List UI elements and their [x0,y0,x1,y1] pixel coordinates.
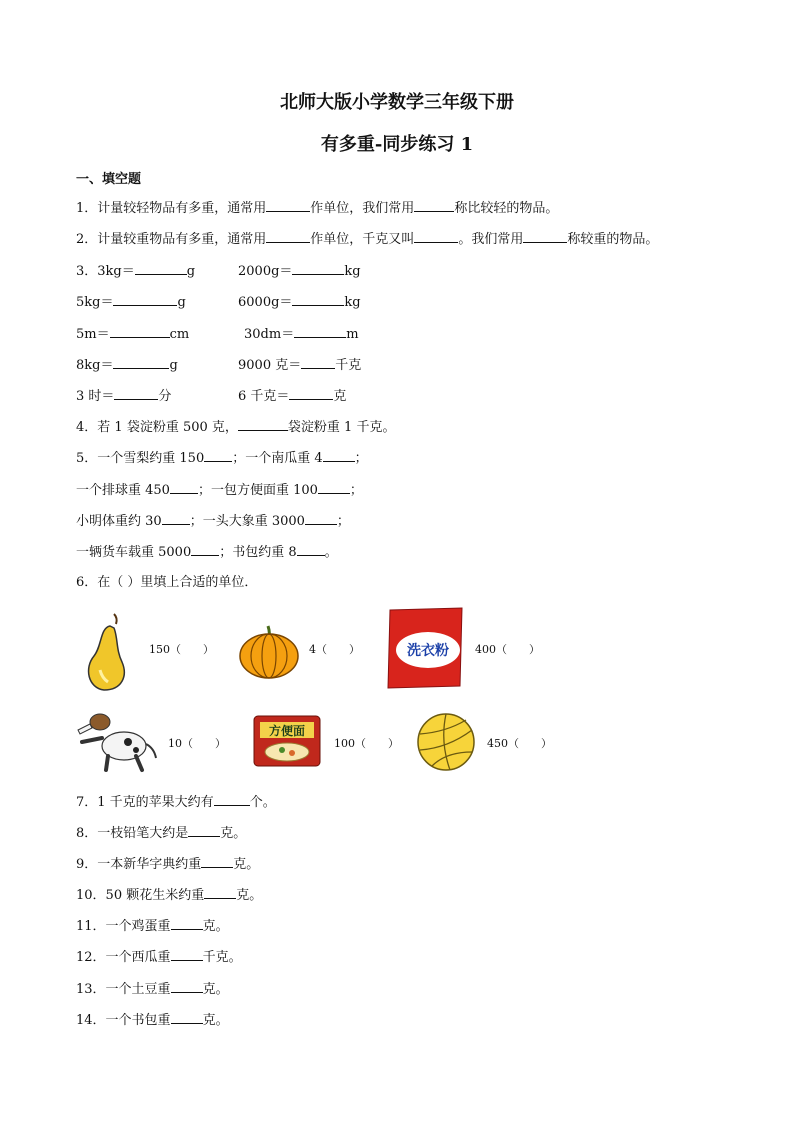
question-1: 1．计量较轻物品有多重，通常用 作单位，我们常用 称比较轻的物品。 [76,201,559,216]
blank[interactable] [171,980,203,993]
blank[interactable] [414,230,458,243]
section-heading: 一、填空题 [76,172,142,187]
blank[interactable] [204,449,232,462]
question-3-row-1-right: 2000g＝ kg [238,264,361,279]
question-5-line-2: 一个排球重 450 ；一包方便面重 100 ； [76,483,363,498]
blank[interactable] [305,512,337,525]
blank[interactable] [292,262,344,275]
blank[interactable] [162,512,190,525]
question-3-row-4-right: 9000 克＝ 千克 [238,358,362,373]
question-11: 11．一个鸡蛋重 克。 [76,919,229,934]
blank[interactable] [114,387,158,400]
blank[interactable] [113,293,177,306]
blank[interactable] [214,793,250,806]
answer-slot-pumpkin[interactable]: 4（ ） [309,643,360,656]
blank[interactable] [292,293,344,306]
blank[interactable] [294,325,346,338]
question-5-line-1: 5．一个雪梨约重 150 ；一个南瓜重 4 ； [76,451,368,466]
question-3-row-3: 5m＝ cm [76,327,190,342]
answer-slot-noodles[interactable]: 100（ ） [334,737,399,750]
question-14: 14．一个书包重 克。 [76,1013,229,1028]
blank[interactable] [414,199,454,212]
question-5-line-4: 一辆货车载重 5000 ；书包约重 8 。 [76,545,338,560]
blank[interactable] [238,418,288,431]
question-4: 4．若 1 袋淀粉重 500 克， 袋淀粉重 1 千克。 [76,420,396,435]
question-3-row-2-right: 6000g＝ kg [238,295,361,310]
blank[interactable] [266,230,310,243]
pumpkin-icon [238,622,300,680]
question-3-row-2: 5kg＝ g [76,295,186,310]
blank[interactable] [266,199,310,212]
question-6: 6．在（ ）里填上合适的单位． [76,575,258,590]
question-3-row-1: 3．3kg＝ g [76,264,196,279]
blank[interactable] [323,449,355,462]
blank[interactable] [204,886,236,899]
blank[interactable] [110,325,170,338]
svg-text:洗衣粉: 洗衣粉 [407,643,449,659]
page-title: 北师大版小学数学三年级下册 [280,92,514,113]
question-5-line-3: 小明体重约 30 ；一头大象重 3000 ； [76,514,350,529]
blank[interactable] [289,387,333,400]
blank[interactable] [171,948,203,961]
question-9: 9．一本新华字典约重 克。 [76,857,260,872]
pear-icon [80,612,130,692]
question-7: 7．1 千克的苹果大约有 个。 [76,795,276,810]
question-2: 2．计量较重物品有多重，通常用 作单位，千克又叫 。我们常用 称较重的物品。 [76,232,659,247]
blank[interactable] [191,543,219,556]
question-10: 10．50 颗花生米约重 克。 [76,888,263,903]
dog-icon [72,708,158,774]
blank[interactable] [297,543,325,556]
blank[interactable] [170,481,198,494]
question-3-row-4: 8kg＝ g [76,358,178,373]
answer-slot-volleyball[interactable]: 450（ ） [487,737,552,750]
blank[interactable] [171,917,203,930]
instant-noodles-icon [252,712,322,768]
answer-slot-detergent[interactable]: 400（ ） [475,643,540,656]
question-12: 12．一个西瓜重 千克。 [76,950,242,965]
blank[interactable] [171,1011,203,1024]
page-subtitle: 有多重-同步练习 1 [320,134,474,155]
blank[interactable] [301,356,335,369]
detergent-bag-icon [386,606,466,690]
blank[interactable] [523,230,567,243]
blank[interactable] [318,481,350,494]
blank[interactable] [113,356,169,369]
svg-text:方便面: 方便面 [268,724,306,738]
question-3-row-5-right: 6 千克＝ 克 [238,389,347,404]
blank[interactable] [201,855,233,868]
blank[interactable] [188,824,220,837]
question-8: 8．一枝铅笔大约是 克。 [76,826,247,841]
volleyball-icon [416,712,476,772]
question-13: 13．一个土豆重 克。 [76,982,229,997]
answer-slot-dog[interactable]: 10（ ） [168,737,226,750]
question-3-row-5: 3 时＝ 分 [76,389,172,404]
question-3-row-3-right: 30dm＝ m [244,327,359,342]
blank[interactable] [135,262,187,275]
answer-slot-pear[interactable]: 150（ ） [149,643,214,656]
